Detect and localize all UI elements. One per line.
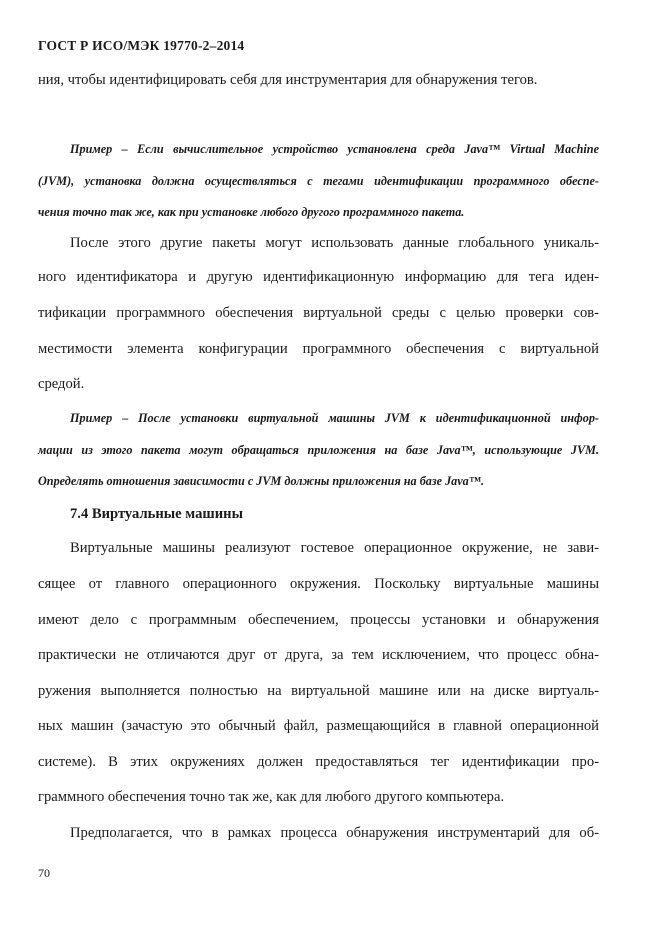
paragraph-line: Виртуальные машины реализуют гостевое операционное окружение, не зави- [70,540,599,556]
paragraph-line: сящее от главного операционного окружения. Поскольку виртуальные машины [38,576,599,592]
paragraph-line: системе). В этих окружениях должен предоставляться тег идентификации про- [38,754,599,770]
example-line: чения точно так же, как при установке любого другого программного пакета. [38,205,465,219]
example-line: Пример – Если вычислительное устройство установлена среда Java™ Virtual Machine [70,142,599,156]
example-line: Пример – После установки виртуальной машины JVM к идентификационной инфор- [70,411,599,425]
paragraph-line: После этого другие пакеты могут использовать данные глобального уникаль- [70,235,599,251]
paragraph-line: практически не отличаются друг от друга, за тем исключением, что процесс обна- [38,647,599,663]
paragraph-line: ружения выполняется полностью на виртуальной машине или на диске виртуаль- [38,683,599,699]
paragraph-line: местимости элемента конфигурации программного обеспечения с виртуальной [38,341,599,357]
example-line: Определять отношения зависимости с JVM должны приложения на базе Java™. [38,474,485,488]
paragraph-line: ных машин (зачастую это обычный файл, размещающийся в главной операционной [38,718,599,734]
paragraph-line: тификации программного обеспечения виртуальной среды с целью проверки сов- [38,305,599,321]
paragraph-line: Предполагается, что в рамках процесса обнаружения инструментарий для об- [70,825,599,841]
paragraph-line: ного идентификатора и другую идентификационную информацию для тега иден- [38,269,599,285]
section-title: 7.4 Виртуальные машины [70,506,243,522]
document-header: ГОСТ Р ИСО/МЭК 19770-2–2014 [38,38,245,53]
paragraph-line: ния, чтобы идентифицировать себя для инструментария для обнаружения тегов. [38,72,538,88]
page-number: 70 [38,866,50,880]
paragraph-line: имеют дело с программным обеспечением, процессы установки и обнаружения [38,612,599,628]
example-line: мации из этого пакета могут обращаться приложения на базе Java™, использующие JVM. [38,443,599,457]
paragraph-line: средой. [38,376,85,392]
example-line: (JVM), установка должна осуществляться с тегами идентификации программного обеспе- [38,174,599,188]
paragraph-line: граммного обеспечения точно так же, как для любого другого компьютера. [38,789,505,805]
